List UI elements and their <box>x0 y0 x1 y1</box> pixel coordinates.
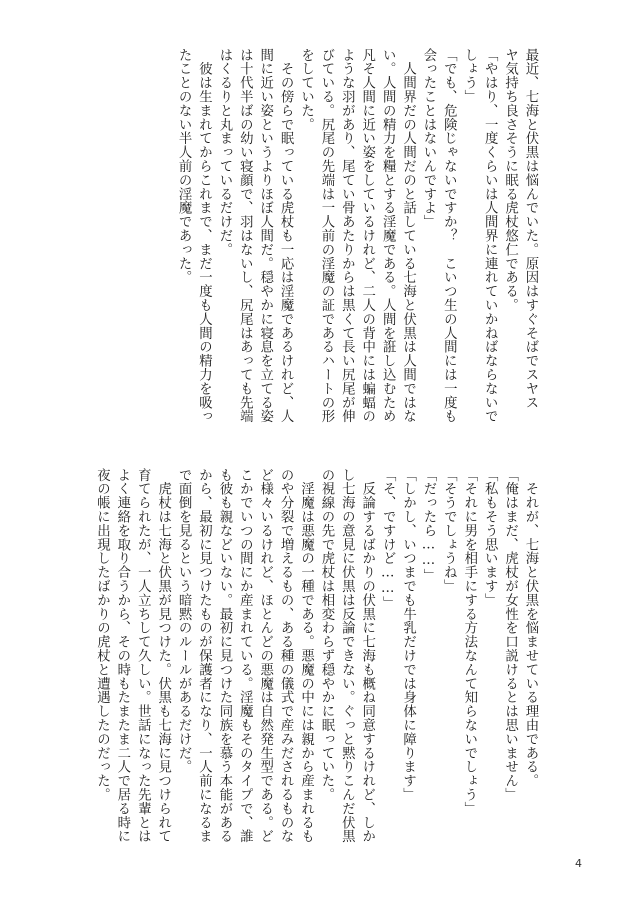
text-line: 「しかし、いつまでも牛乳だけでは身体に障ります」 <box>400 468 416 802</box>
text-line: こかでいつの間にか産まれている。淫魔もそのタイプで、誰 <box>237 468 253 844</box>
text-line: 「それに男を相手にする方法なんて知らないでしょう」 <box>461 468 477 816</box>
text-line: その傍らで眠っている虎杖も一応は淫魔であるけれど、人 <box>278 48 294 424</box>
text-line: し七海の意見に伏黒は反論できない。ぐっと黙りこんだ伏黒 <box>339 468 355 844</box>
text-line: 凡そ人間に近い姿をしているけれど、二人の背中には蝙蝠の <box>359 48 375 424</box>
page-number: 4 <box>575 857 582 870</box>
text-line: 「そ、ですけど……」 <box>380 468 396 611</box>
text-line: それが、七海と伏黒を悩ませている理由である。 <box>523 468 538 788</box>
text-line: 間に近い姿というよりほぼ人間だ。穏やかに寝息を立てる姿 <box>257 48 273 424</box>
text-line: も彼も親などいない。最初に見つけた同族を慕う本能がある <box>216 468 232 844</box>
text-line: 会ったことはないんですよ」 <box>420 48 436 229</box>
text-line: ヤ気持ち良さそうに眠る虎杖悠仁である。 <box>502 48 518 313</box>
text-line: 最近、七海と伏黒は悩んでいた。原因はすぐそばでスヤス <box>523 48 538 410</box>
text-line: 反論するばかりの伏黒に七海も概ね同意するけれど、しか <box>359 468 375 844</box>
text-line: 人間界だの人間だのと話している七海と伏黒は人間ではな <box>400 48 416 424</box>
text-line: はくるりと丸まっているだけだ。 <box>216 48 232 257</box>
text-line: 夜の帳に出現したばかりの虎杖と遭遇したのだった。 <box>94 468 110 802</box>
text-line: 「やはり、一度くらいは人間界に連れていかねばならないで <box>482 48 498 424</box>
text-line: たことのない半人前の淫魔であった。 <box>176 48 192 285</box>
text-line: 「だったら……」 <box>420 468 436 583</box>
text-line: から、最初に見つけたものが保護者になり、一人前になるま <box>196 468 212 844</box>
text-line: 「俺はまだ、虎杖が女性を口説けるとは思いません」 <box>502 468 518 802</box>
text-line: で面倒を見るという暗黙のルールがあるだけだ。 <box>176 468 192 774</box>
text-line: をしていた。 <box>298 48 314 132</box>
text-line: 淫魔は悪魔の一種である。悪魔の中には親から産まれるも <box>298 468 314 844</box>
text-line: は十代半ばの幼い寝顔で、羽はないし、尻尾はあっても先端 <box>237 48 253 424</box>
text-line: ような羽があり、尾てい骨あたりからは黒くて長い尻尾が伸 <box>339 48 355 424</box>
text-line: 「そうでしょうね」 <box>441 468 457 594</box>
text-line: びている。尻尾の先端は一人前の淫魔の証であるハートの形 <box>318 48 334 424</box>
text-line: しょう」 <box>461 48 477 104</box>
text-line: よく連絡を取り合うから、その時もたまたま二人で居る時に <box>114 468 130 844</box>
text-line: 「私もそう思います」 <box>482 468 498 607</box>
text-line: 彼は生まれてからこれまで、まだ一度も人間の精力を吸っ <box>196 48 212 424</box>
text-line: のや分裂で増えるもの、ある種の儀式で産みだされるものな <box>278 468 294 844</box>
text-line: の視線の先で虎杖は相変わらず穏やかに眠っていた。 <box>318 468 334 802</box>
main-text-bottom <box>94 468 540 846</box>
text-line: 育てられたが、一人立ちして久しい。世話になった先輩とは <box>135 468 151 844</box>
text-line: ど様々いるけれど、ほとんどの悪魔は自然発生型である。ど <box>257 468 273 844</box>
text-line: 虎杖は七海と伏黒が見つけた。伏黒も七海に見つけられて <box>155 468 171 844</box>
main-text-top <box>94 48 540 426</box>
text-line: い。人間の精力を糧とする淫魔である。人間を誑し込むため <box>380 48 396 424</box>
text-line: 「でも、危険じゃないですか？ こいつ生の人間には一度も <box>441 48 457 424</box>
